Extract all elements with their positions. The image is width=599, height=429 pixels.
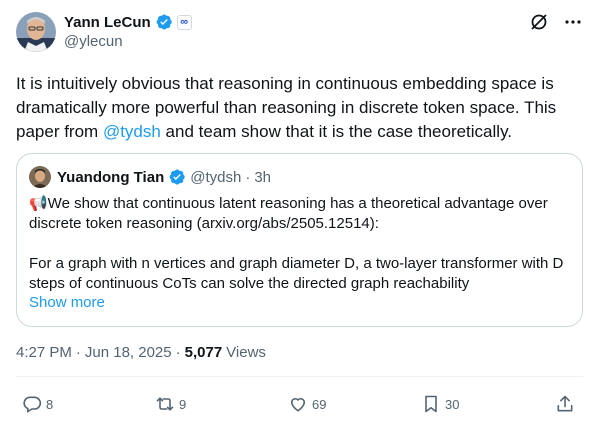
views-count: 5,077 bbox=[184, 344, 223, 361]
author-name[interactable]: Yann LeCun bbox=[64, 13, 151, 31]
like-button[interactable] bbox=[288, 392, 326, 416]
repost-icon bbox=[155, 394, 175, 414]
reply-count: 8 bbox=[46, 396, 54, 412]
quoted-time: 3h bbox=[254, 168, 272, 186]
quoted-tweet-body bbox=[29, 194, 574, 294]
share-icon bbox=[555, 394, 575, 414]
views-label: Views bbox=[226, 344, 266, 361]
quoted-author-handle: @tydsh bbox=[190, 168, 242, 186]
tweet-time[interactable]: 4:27 PM bbox=[16, 344, 72, 361]
tweet-meta bbox=[16, 344, 266, 361]
quoted-tweet-card[interactable] bbox=[16, 153, 583, 327]
tweet-date[interactable]: Jun 18, 2025 bbox=[84, 344, 172, 361]
mention-link[interactable]: @tydsh bbox=[102, 122, 161, 141]
like-count: 69 bbox=[312, 396, 327, 412]
share-button[interactable] bbox=[555, 392, 575, 416]
reply-icon bbox=[22, 394, 42, 414]
repost-button[interactable] bbox=[155, 392, 186, 416]
top-actions bbox=[529, 12, 583, 32]
quoted-verified-badge-icon bbox=[168, 168, 186, 186]
author-avatar[interactable] bbox=[16, 12, 56, 52]
verified-badge-icon bbox=[155, 13, 173, 31]
tweet-text-part2: and team show that it is the case theoretically. bbox=[160, 122, 513, 141]
affiliation-badge-icon[interactable]: ∞ bbox=[177, 15, 192, 30]
bookmark-icon bbox=[421, 394, 441, 414]
more-options-icon[interactable] bbox=[563, 12, 583, 32]
reply-button[interactable] bbox=[22, 392, 53, 416]
tweet-text-part1: It is intuitively obvious that reasoning in continuous embedding space is dramatically more powerful than reasoning in discrete token space. This paper from bbox=[16, 74, 557, 141]
bookmark-count: 30 bbox=[445, 396, 460, 412]
repost-count: 9 bbox=[179, 396, 187, 412]
action-bar bbox=[16, 392, 583, 416]
quoted-author-name: Yuandong Tian bbox=[57, 168, 165, 186]
divider bbox=[16, 376, 583, 377]
author-handle[interactable]: @ylecun bbox=[64, 33, 123, 50]
quoted-separator: · bbox=[245, 168, 251, 186]
quoted-tweet-header bbox=[29, 166, 271, 188]
show-more-link[interactable]: Show more bbox=[29, 294, 105, 311]
bookmark-button[interactable] bbox=[421, 392, 459, 416]
author-name-row bbox=[64, 12, 192, 32]
tweet-text bbox=[16, 72, 586, 144]
quoted-author-avatar bbox=[29, 166, 51, 188]
quoted-paragraph-2: For a graph with n vertices and graph diameter D, a two-layer transformer with D steps of continuous CoTs can solve the directed graph reachability bbox=[29, 255, 564, 292]
grok-icon[interactable] bbox=[529, 12, 549, 32]
heart-icon bbox=[288, 394, 308, 414]
quoted-paragraph-1: 📢We show that continuous latent reasoning has a theoretical advantage over discrete token reasoning (arxiv.org/abs/2505.12514): bbox=[29, 195, 548, 232]
meta-separator: · bbox=[175, 344, 181, 361]
meta-separator: · bbox=[75, 344, 81, 361]
